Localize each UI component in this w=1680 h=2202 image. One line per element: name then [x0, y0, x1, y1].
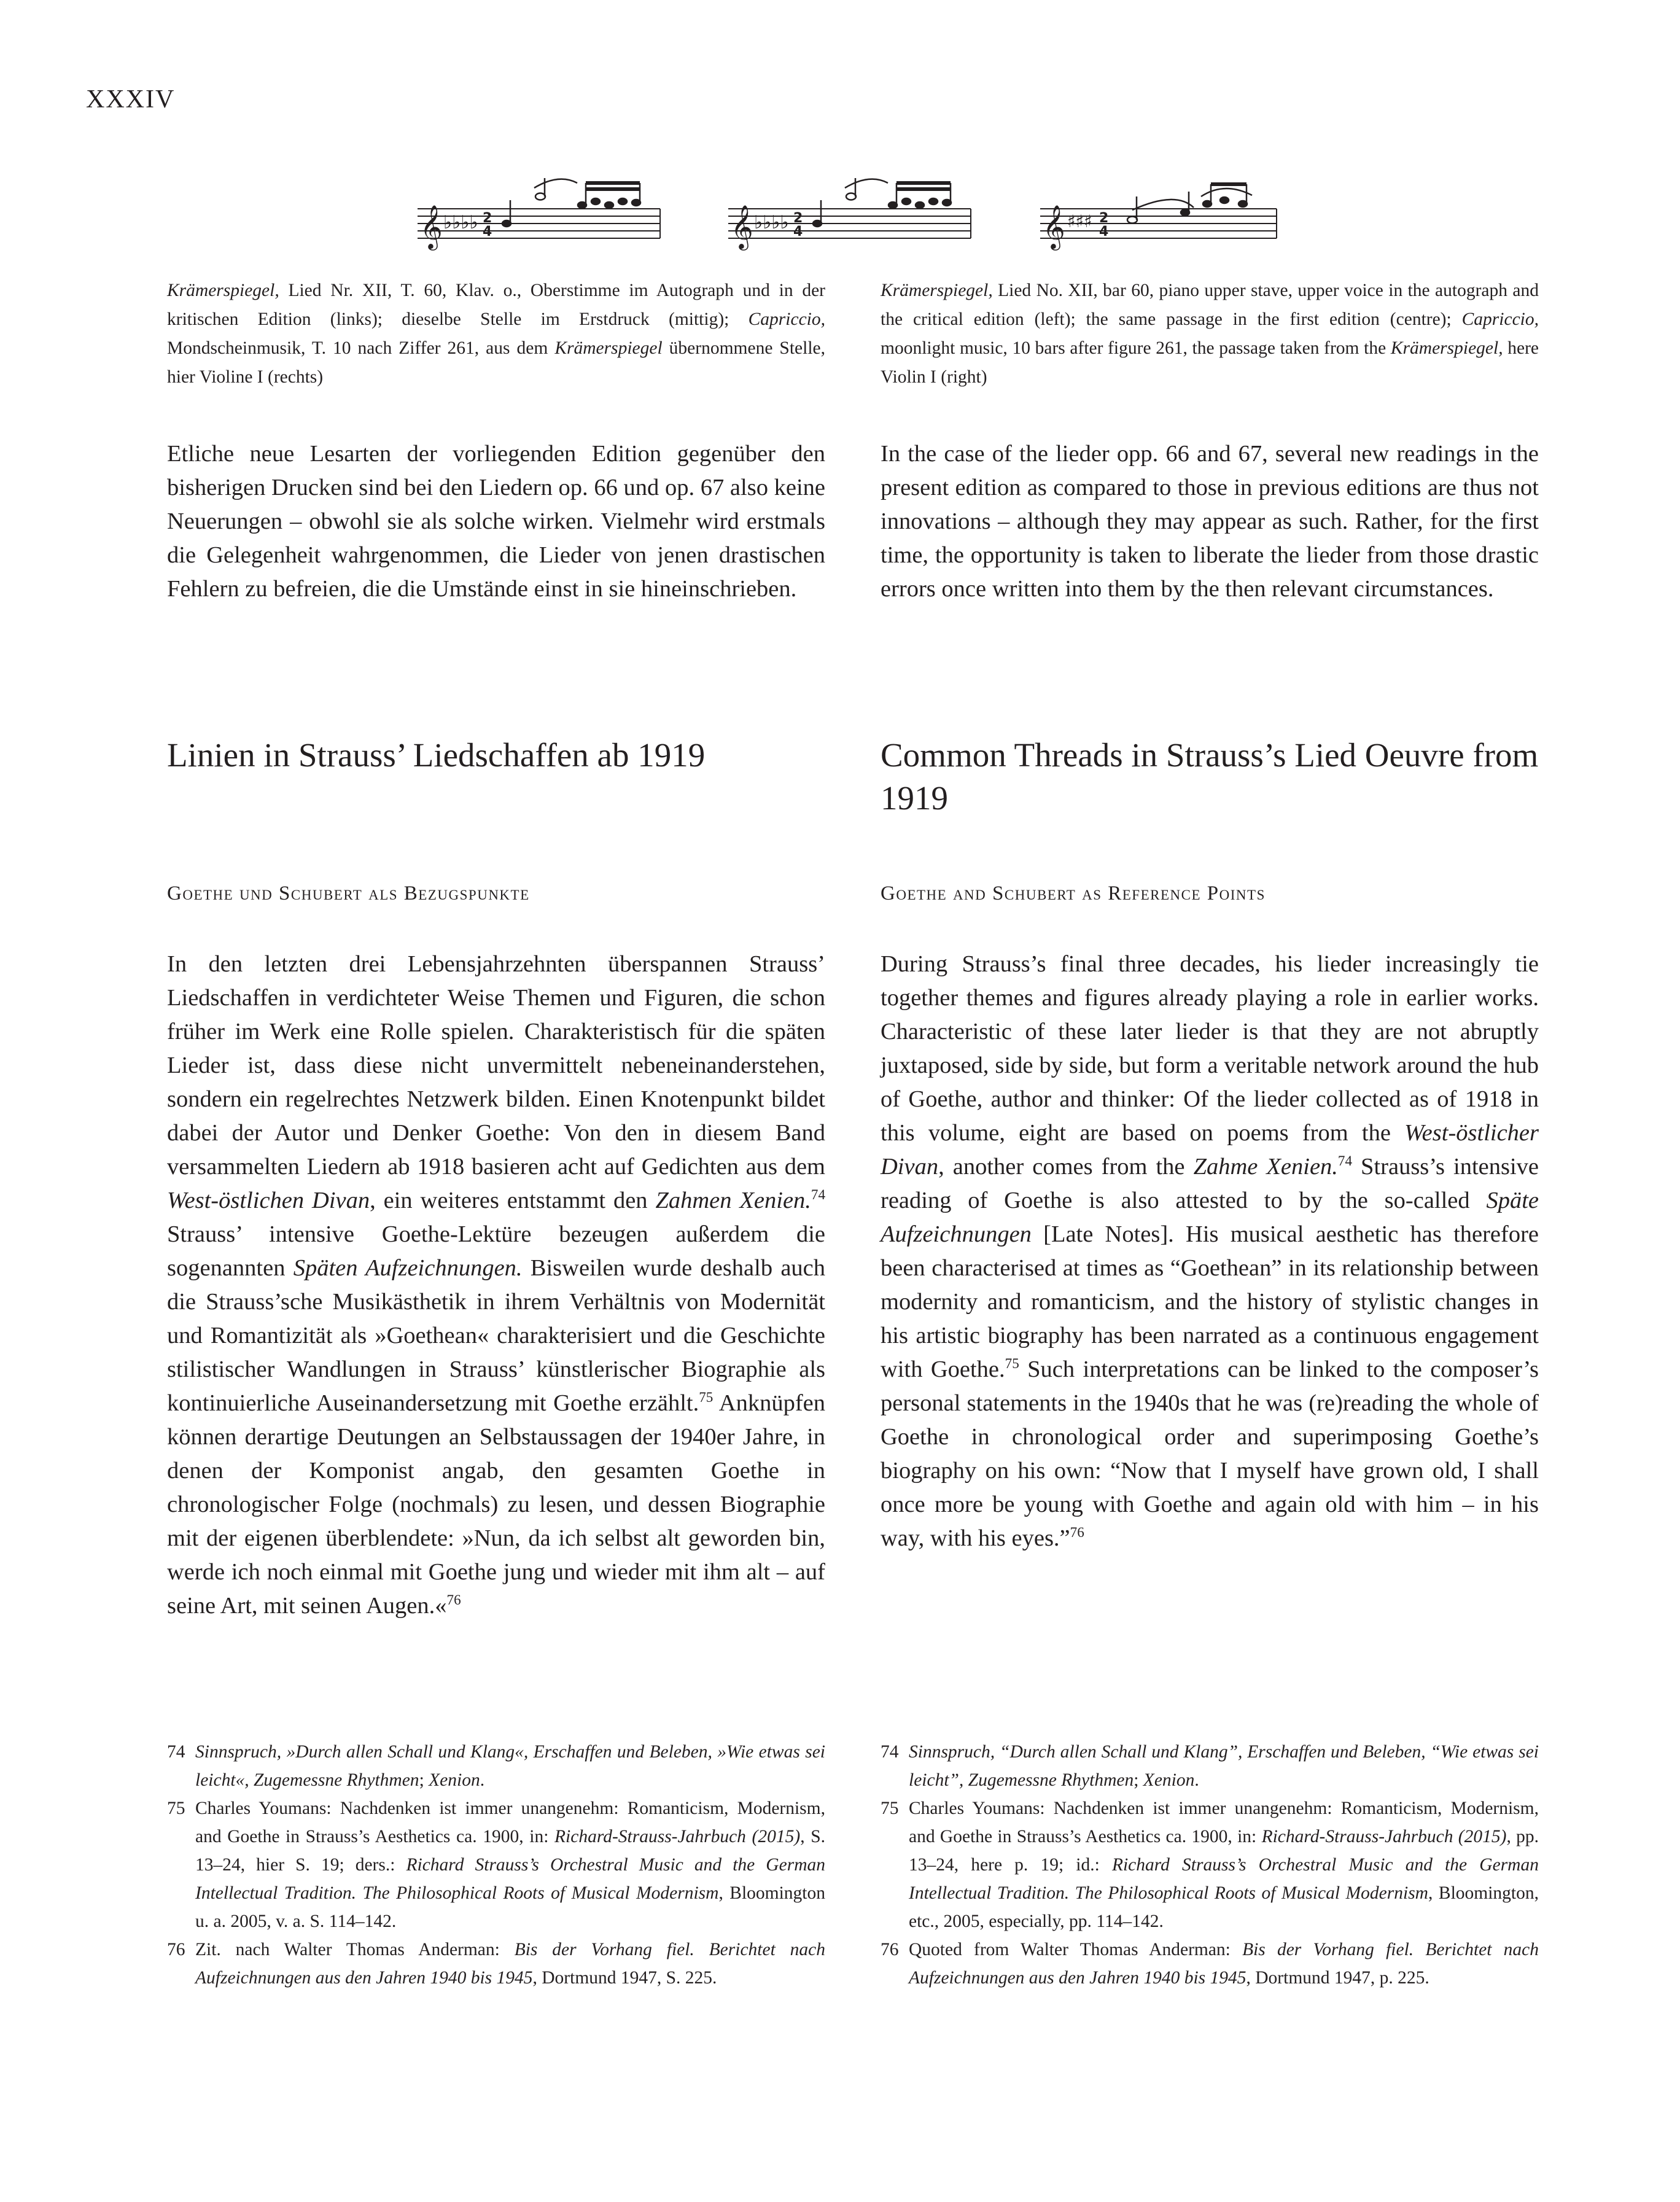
footnote-text — [909, 1936, 1539, 1992]
text-run: , ein weiteres entstammt den — [370, 1188, 656, 1213]
svg-text:4: 4 — [793, 224, 803, 239]
subsection-heading-en: Goethe and Schubert as Reference Points — [881, 882, 1266, 905]
text-run: Strauss’ intensive Goethe-Lektüre bezeugen außerdem die sogenannten — [167, 1221, 825, 1281]
italic-text: Xenion — [1143, 1770, 1195, 1790]
intro-paragraph-de — [167, 437, 825, 606]
footnote-number: 76 — [881, 1940, 899, 1959]
text-run: , Bloomington, etc., 2005, especially, pp. 114–142. — [909, 1883, 1539, 1931]
music-caption-en — [881, 276, 1539, 392]
text-run: Mondscheinmusik, T. 10 nach Ziffer 261, aus dem — [167, 338, 555, 358]
subsection-heading-de: Goethe und Schubert als Bezugspunkte — [167, 882, 530, 905]
footnote-reference: 74 — [1337, 1153, 1353, 1169]
svg-text:2: 2 — [483, 211, 492, 226]
footnote-reference: 75 — [699, 1389, 714, 1406]
text-run: Lied No. XII, bar 60, piano upper stave, upper voice in the autograph and the critical edition (left); the same passage in the first edition (centre); — [881, 281, 1539, 329]
footnote-number: 74 — [167, 1742, 185, 1762]
text-run: Zit. nach Walter Thomas Anderman: — [195, 1940, 515, 1959]
text-run: here Violin I (right) — [881, 338, 1539, 387]
italic-text: Späten Aufzeichnungen. — [293, 1255, 523, 1281]
footnote — [167, 1936, 825, 1992]
italic-text: Richard Strauss’s Orchestral Music and the German Intellectual Tradition. The Philosophical Roots of Musical Modernism — [195, 1855, 825, 1903]
section-heading-de: Linien in Strauss’ Liedschaffen ab 1919 — [167, 736, 706, 774]
footnote-text — [195, 1738, 825, 1794]
italic-text: Krämerspiegel — [554, 338, 663, 358]
text-run: Anknüpfen können derartige Deutungen an Selbstaussagen der 1940er Jahre, in denen der Komponist angab, den gesamten Goethe in chronologischer Folge (nochmals) zu lesen, und dessen Biographie mit der eigenen überblendete: »Nun, da ich selbst alt geworden bin, werde ich noch einmal mit Goethe jung und wieder mit ihm alt – auf seine Art, mit seinen Augen.« — [167, 1390, 825, 1619]
text-run: ; — [1134, 1770, 1143, 1790]
footnote — [167, 1738, 825, 1794]
svg-text:♭♭♭♭: ♭♭♭♭ — [443, 212, 478, 233]
text-run: , pp. 13–24, here p. 19; id.: — [909, 1827, 1539, 1875]
text-run: Etliche neue Lesarten der vorliegenden Edition gegenüber den bisherigen Drucken sind bei den Liedern op. 66 und op. 67 also keine Neuerungen – obwohl sie als solche wirken. Vielmehr wird erstmals die Gelegenheit wahrgenommen, die Lieder von jenen drastischen Fehlern zu befreien, die die Umstände einst in sie hineinschrieben. — [167, 441, 825, 602]
text-run: moonlight music, 10 bars after figure 261, the passage taken from the — [881, 338, 1391, 358]
music-example-first-edition — [728, 178, 974, 264]
text-run: übernommene Stelle, hier Violine I (rechts) — [167, 338, 825, 387]
italic-text: West-östlichen Divan — [167, 1188, 370, 1213]
section-heading-en: Common Threads in Strauss’s Lied Oeuvre from 1919 — [881, 736, 1539, 817]
italic-text: Xenion — [429, 1770, 480, 1790]
text-run: Strauss’s intensive reading of Goethe is also attested to by the so-called — [881, 1154, 1539, 1213]
text-run: , another comes from the — [938, 1154, 1194, 1180]
svg-text:♯♯♯: ♯♯♯ — [1067, 211, 1092, 231]
text-run: Such interpretations can be linked to the composer’s personal statements in the 1940s that he was (re)reading the whole of Goethe in chronological order and superimposing Goethe’s biography on his own: “Now that I myself have grown old, I shall once more be young with Goethe and again old with him – in his way, with his eyes.” — [881, 1356, 1539, 1551]
text-run: Lied Nr. XII, T. 60, Klav. o., Oberstimme im Autograph und in der kritischen Edition (links); dieselbe Stelle im Erstdruck (mittig); — [167, 281, 825, 329]
italic-text: West-östlicher Divan — [881, 1120, 1539, 1180]
intro-paragraph-en — [881, 437, 1539, 606]
text-run: Bisweilen wurde deshalb auch die Strauss’sche Musikästhetik in ihrem Verhältnis von Modernität und Romantizität als »Goethean« charakterisiert und die Geschichte stilistischer Wandlungen in Strauss’ künstlerischer Biographie als kontinuierliche Auseinandersetzung mit Goethe erzählt. — [167, 1255, 825, 1416]
footnote-reference: 75 — [1005, 1355, 1019, 1372]
text-run: ; — [419, 1770, 429, 1790]
music-caption-de — [167, 276, 825, 392]
footnote-reference: 74 — [811, 1186, 826, 1203]
text-run: , Bloomington u. a. 2005, v. a. S. 114–142. — [195, 1883, 825, 1931]
svg-text:4: 4 — [483, 224, 492, 239]
text-run: In the case of the lieder opp. 66 and 67, several new readings in the present edition as compared to those in previous editions are thus not innovations – although they may appear as such. Rather, for the first time, the opportunity is taken to liberate the lieder from those drastic errors once written into them by the then relevant circumstances. — [881, 441, 1539, 602]
footnote-number: 76 — [167, 1940, 185, 1959]
footnote-number: 75 — [167, 1799, 185, 1818]
text-run: . — [1194, 1770, 1199, 1790]
svg-text:♭♭♭♭: ♭♭♭♭ — [754, 212, 789, 233]
footnote-text — [195, 1794, 825, 1936]
footnote-number: 75 — [881, 1799, 899, 1818]
text-run: Charles Youmans: Nachdenken ist immer unangenehm: Romanticism, Modernism, and Goethe in Strauss’s Aesthetics ca. 1900, in: — [195, 1799, 825, 1846]
footnotes-en — [881, 1738, 1539, 1992]
italic-text: Zahme Xenien. — [1193, 1154, 1338, 1180]
text-run: [Late Notes]. His musical aesthetic has therefore been characterised at times as “Goethean” in its relationship between modernity and romanticism, and the history of stylistic changes in his artistic biography has been narrated as a continuous engagement with Goethe. — [881, 1221, 1539, 1382]
main-paragraph-de — [167, 947, 825, 1623]
music-example-autograph — [418, 178, 663, 264]
italic-text: Richard Strauss’s Orchestral Music and the German Intellectual Tradition. The Philosophical Roots of Musical Modernism — [909, 1855, 1539, 1903]
italic-text: Sinnspruch, »Durch allen Schall und Klang«, Erschaffen und Beleben, »Wie etwas sei leicht«, Zugemessne Rhythmen — [195, 1742, 825, 1790]
italic-text: Capriccio, — [1461, 309, 1539, 329]
italic-text: Krämerspiegel, — [167, 281, 279, 300]
footnote-text — [195, 1936, 825, 1992]
text-run: . — [480, 1770, 485, 1790]
text-run: Quoted from Walter Thomas Anderman: — [909, 1940, 1243, 1959]
italic-text: Richard-Strauss-Jahrbuch (2015) — [554, 1827, 801, 1846]
text-run: During Strauss’s final three decades, his lieder increasingly tie together themes and figures already playing a role in earlier works. Characteristic of these later lieder is that they are not abruptly juxtaposed, side by side, but form a veritable network around the hub of Goethe, author and thinker: Of the lieder collected as of 1918 in this volume, eight are based on poems from the — [881, 951, 1539, 1146]
main-paragraph-en — [881, 947, 1539, 1555]
italic-text: Krämerspiegel, — [881, 281, 993, 300]
text-run: , Dortmund 1947, S. 225. — [532, 1968, 717, 1988]
italic-text: Krämerspiegel, — [1390, 338, 1503, 358]
italic-text: Sinnspruch, “Durch allen Schall und Klang”, Erschaffen und Beleben, “Wie etwas sei leicht”, Zugemessne Rhythmen — [909, 1742, 1539, 1790]
footnote — [881, 1738, 1539, 1794]
italic-text: Späte Aufzeichnungen — [881, 1188, 1539, 1247]
footnote — [881, 1794, 1539, 1936]
footnote — [167, 1794, 825, 1936]
page-number: XXXIV — [86, 85, 176, 114]
italic-text: Bis der Vorhang fiel. Berichtet nach Aufzeichnungen aus den Jahren 1940 bis 1945 — [909, 1940, 1539, 1988]
footnote — [881, 1936, 1539, 1992]
italic-text: Richard-Strauss-Jahrbuch (2015) — [1261, 1827, 1507, 1846]
text-run: In den letzten drei Lebensjahrzehnten überspannen Strauss’ Liedschaffen in verdichteter Weise Themen und Figuren, die schon früher im Werk eine Rolle spielen. Charakteristisch für die späten Lieder ist, dass diese nicht unvermittelt nebeneinanderstehen, sondern ein regelrechtes Netzwerk bilden. Einen Knotenpunkt bildet dabei der Autor und Denker Goethe: Von den in diesem Band versammelten Liedern ab 1918 basieren acht auf Gedichten aus dem — [167, 951, 825, 1180]
svg-text:𝄞: 𝄞 — [420, 204, 443, 249]
footnotes-de — [167, 1738, 825, 1992]
svg-text:𝄞: 𝄞 — [731, 204, 753, 249]
footnote-number: 74 — [881, 1742, 899, 1762]
music-example-capriccio — [1040, 178, 1280, 264]
text-run: , Dortmund 1947, p. 225. — [1246, 1968, 1429, 1988]
text-run: Charles Youmans: Nachdenken ist immer unangenehm: Romanticism, Modernism, and Goethe in Strauss’s Aesthetics ca. 1900, in: — [909, 1799, 1539, 1846]
text-run: , S. 13–24, hier S. 19; ders.: — [195, 1827, 826, 1875]
italic-text: Capriccio, — [748, 309, 825, 329]
footnote-reference: 76 — [1070, 1524, 1084, 1541]
footnote-text — [909, 1738, 1539, 1794]
footnote-reference: 76 — [446, 1592, 461, 1608]
svg-text:𝄞: 𝄞 — [1043, 204, 1065, 249]
italic-text: Zahmen Xenien. — [655, 1188, 811, 1213]
svg-text:2: 2 — [1099, 211, 1109, 226]
footnote-text — [909, 1794, 1539, 1936]
italic-text: Bis der Vorhang fiel. Berichtet nach Aufzeichnungen aus den Jahren 1940 bis 1945 — [195, 1940, 825, 1988]
svg-text:2: 2 — [793, 211, 803, 226]
svg-text:4: 4 — [1099, 224, 1109, 239]
